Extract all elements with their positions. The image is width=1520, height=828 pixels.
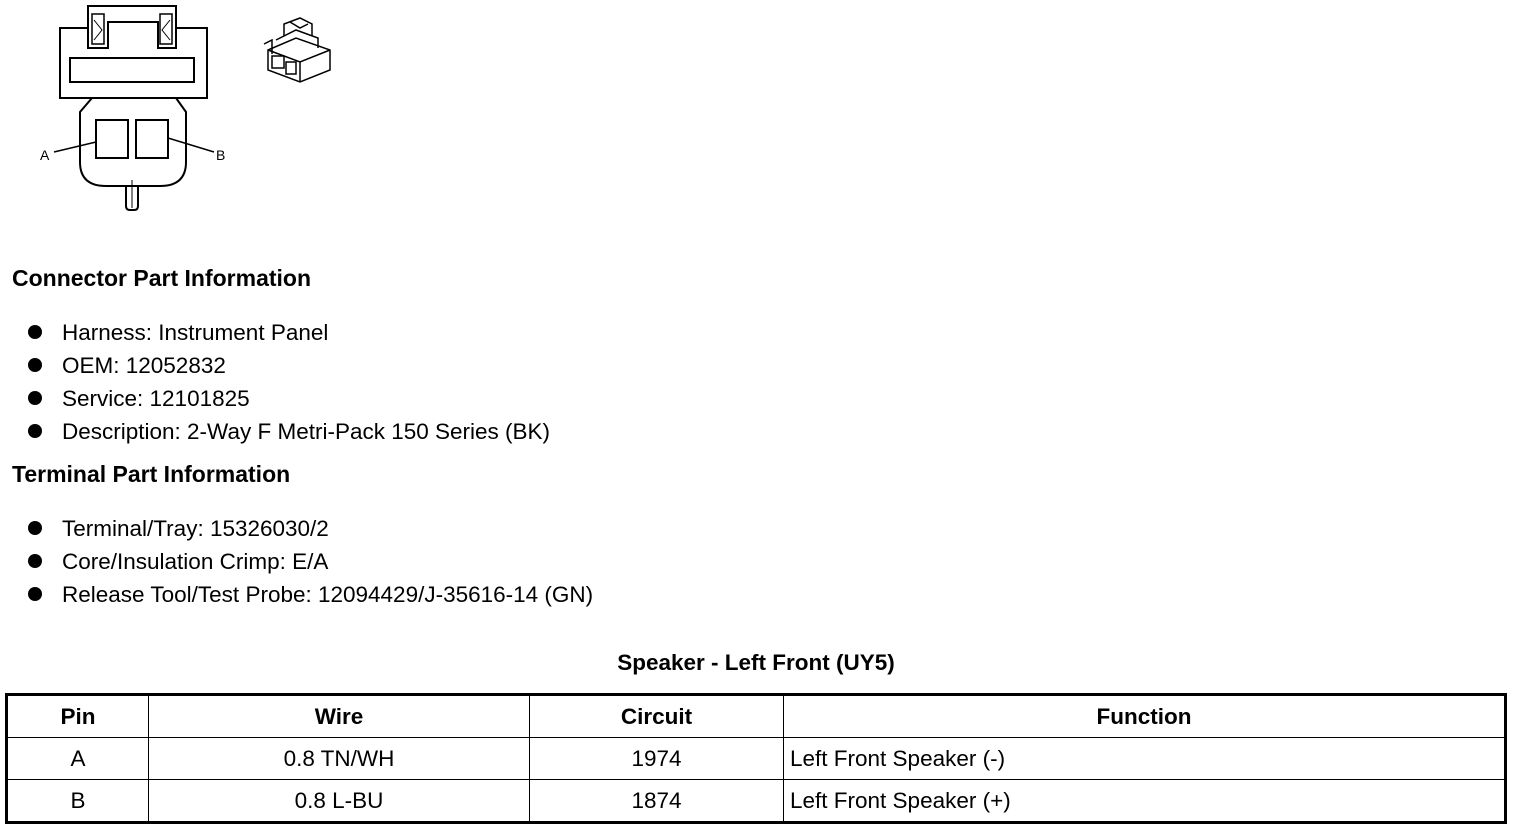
column-header-pin: Pin [7,695,149,738]
cell-pin: A [7,738,149,780]
cavity-a [96,120,128,158]
terminal-part-info-heading: Terminal Part Information [12,461,291,487]
list-item: Description: 2-Way F Metri-Pack 150 Series (BK) [28,415,550,448]
cell-circuit: 1874 [530,780,784,823]
bullet-icon [28,554,42,568]
cell-function: Left Front Speaker (+) [784,780,1506,823]
column-header-circuit: Circuit [530,695,784,738]
pin-label-b: B [216,147,226,163]
list-item: Service: 12101825 [28,382,550,415]
list-item: OEM: 12052832 [28,349,550,382]
table-header-row [7,695,1506,738]
cavity-b [136,120,168,158]
list-item: Core/Insulation Crimp: E/A [28,545,593,578]
list-item: Terminal/Tray: 15326030/2 [28,512,593,545]
column-header-wire: Wire [149,695,530,738]
connector-part-info-heading: Connector Part Information [12,265,312,291]
list-item: Harness: Instrument Panel [28,316,550,349]
cell-wire: 0.8 TN/WH [149,738,530,780]
pin-label-a: A [40,147,50,163]
bullet-icon [28,424,42,438]
connector-part-info-list [28,316,550,448]
bullet-icon [28,358,42,372]
terminal-part-info-list [28,512,593,611]
bullet-icon [28,587,42,601]
connector-diagram [0,0,360,230]
cell-pin: B [7,780,149,823]
connector-outline [60,6,207,98]
list-item: Release Tool/Test Probe: 12094429/J-35616-14 (GN) [28,578,593,611]
table-row [7,738,1506,780]
bullet-icon [28,325,42,339]
pinout-table [5,693,1507,824]
cell-function: Left Front Speaker (-) [784,738,1506,780]
table-title: Speaker - Left Front (UY5) [617,650,895,675]
column-header-function: Function [784,695,1506,738]
cell-wire: 0.8 L-BU [149,780,530,823]
cell-circuit: 1974 [530,738,784,780]
bullet-icon [28,391,42,405]
bullet-icon [28,521,42,535]
connector-thumbnail [264,18,330,82]
table-row [7,780,1506,823]
